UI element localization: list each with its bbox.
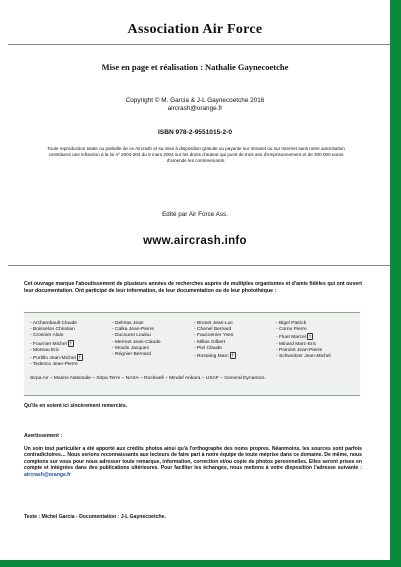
- contributor-label: - Tedesco Jean-Pierre: [30, 362, 78, 368]
- legal-notice: Toute reproduction totale ou partielle de ce Aircrash et sa mise à disposition gratuite ou payante sur Intranet ou sur Internet sans notre autorisation constituent une infraction à la loi nº 2004-204 du 9 mars 2004 sur les droits d'auteur qui punit de trois ans d'emprisonnement et de 300 000 euros d'amende les contrevenants.: [47, 146, 345, 163]
- deceased-cross-icon: †: [69, 340, 73, 346]
- warning-heading: Avertissement :: [24, 433, 63, 439]
- contributor-label: - Ducouret Loulou: [112, 333, 151, 339]
- contributor-column: [276, 321, 358, 368]
- green-bottom-bar: [0, 560, 401, 567]
- contributor-column: [194, 321, 276, 368]
- thanks-line: Qu'ils en soient ici sincèrement remerciés.: [24, 403, 128, 409]
- deceased-cross-icon: †: [231, 353, 234, 359]
- contributor-label: - Poirolot Jean-Pierre: [276, 347, 323, 353]
- title-divider: [8, 44, 390, 45]
- contributor-label: - Cornu Pierre: [276, 327, 307, 333]
- website-link[interactable]: www.aircrash.info: [143, 235, 247, 247]
- contributor-label: - Mermet Jean-Claude: [112, 339, 161, 345]
- contributor-label: - Piel Claude: [194, 345, 222, 351]
- page-title: Association Air Force: [127, 22, 263, 37]
- contributor-name: [276, 333, 358, 341]
- contributor-name: [112, 352, 194, 358]
- contributor-label: - Fluet Marcel: [276, 335, 306, 341]
- contributor-label: - Minard Marc-Eric: [276, 341, 317, 347]
- deceased-cross-icon: †: [308, 334, 312, 340]
- contributor-label: - Crosnier Alain: [30, 333, 64, 339]
- contributor-column: [112, 321, 194, 368]
- contributors-columns: [30, 321, 360, 368]
- publisher-line: Edité par Air Force Ass.: [162, 211, 228, 218]
- contributors-box: [24, 312, 360, 396]
- contributor-label: - Brunet Jean-Luc: [194, 321, 233, 326]
- contributor-label: - Rostaing Marc: [194, 354, 229, 360]
- contributor-label: - Millas Gilbert: [194, 339, 226, 345]
- green-side-bar: [390, 0, 401, 567]
- contributor-column: [30, 321, 112, 368]
- contributor-label: - Chenel Bernard: [194, 327, 232, 333]
- deceased-cross-icon: †: [78, 355, 82, 361]
- contributor-name: [30, 362, 112, 368]
- contributor-label: - Régnier Bernard: [112, 352, 151, 358]
- contributor-label: - Moreau Eric: [30, 347, 60, 353]
- contributor-label: - Schweitzer Jean-Michel: [276, 354, 331, 360]
- contributor-label: - Calka Jean-Pierre: [112, 327, 155, 333]
- copyright-block: [0, 97, 390, 113]
- copyright-email[interactable]: aircrash@orange.fr: [167, 105, 223, 112]
- contributor-label: - Delmas Jean: [112, 321, 144, 326]
- contributor-name: [30, 340, 112, 348]
- contributor-label: - Bigel Patrick: [276, 321, 307, 326]
- contributor-label: - Fournier Michel: [30, 341, 67, 347]
- warning-body: Un soin tout particulier a été apporté aux crédits photos ainsi qu'à l'orthographe des noms propres. Néanmoins, les sources sont parfois contradictoires… Nous serions reconnaissants aux lecteurs de faire part à notre équipe de toute méprise dans ce domaine. De même, nous comptons sur vous pour nous adresser toute remarque, information, correction et/ou copie de photos personnelles. Elles seront prises en compte et intégrées dans des publications ultérieures. Pour faciliter les échanges, nous mettons à votre disposition l'adresse suivante :: [24, 446, 362, 472]
- website-divider: [8, 265, 390, 266]
- contributor-name: [30, 354, 112, 362]
- layout-credit: Mise en page et réalisation : Nathalie Gaynecoetche: [101, 62, 289, 72]
- contributor-label: - Fauconnier Yves: [194, 333, 234, 339]
- contributor-name: [276, 354, 358, 360]
- contact-email[interactable]: aircrash@orange.fr: [24, 471, 71, 478]
- credits-footer: Texte : Michel Garcia - Documentation : J-L Gaynecoetche.: [24, 514, 166, 520]
- acknowledgement-intro: Cet ouvrage marque l'aboutissement de plusieurs années de recherches auprès de multiples organismes et d'amis fidèles qui ont ouvert leur documentation. Ont participé de leur information, de leur documentation ou de leur photothèque :: [24, 281, 362, 294]
- warning-text: [24, 446, 362, 478]
- contributor-label: - Archambault Claude: [30, 321, 78, 326]
- sponsors-line: Sirpa Air – Marine Nationale – Sirpa Terre – NASA – Rockwell – Mindef Ankara – USAF – General Dynamics.: [30, 376, 266, 381]
- contributor-name: [194, 352, 276, 360]
- isbn: ISBN 978-2-9551015-2-0: [157, 129, 233, 136]
- contributor-label: - Boisselon Christian: [30, 327, 75, 333]
- contributor-label: - Portillo Jean-Michel: [30, 356, 76, 362]
- contributor-label: - Moulin Jacques: [112, 345, 149, 351]
- copyright-line: Copyright © M. Garcia & J-L Gaynecoetche 2016: [125, 97, 265, 104]
